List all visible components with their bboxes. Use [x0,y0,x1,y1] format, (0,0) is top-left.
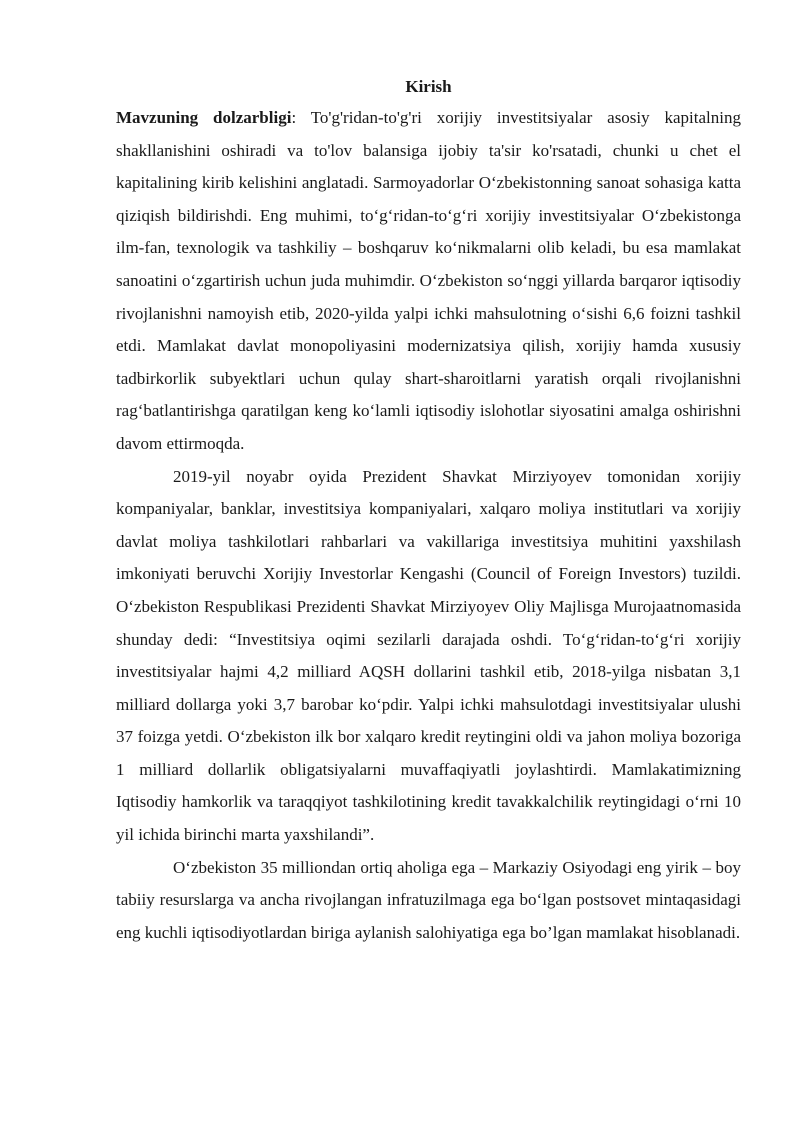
paragraph-1-text: To'g'ridan-to'g'ri xorijiy investitsiyalar asosiy kapitalning shakllanishini oshiradi va to'lov balansiga ijobiy ta'sir ko'rsatadi, chunki u chet el kapitalining kirib kelishini anglatadi. Sarmoyadorlar O‘zbekistonning sanoat sohasiga katta qiziqish bildirishdi. Eng muhimi, to‘g‘ridan-to‘g‘ri xorijiy investitsiyalar O‘zbekistonga ilm-fan, texnologik va tashkiliy – boshqaruv ko‘nikmalarni olib keladi, bu esa mamlakat sanoatini o‘zgartirish uchun juda muhimdir. O‘zbekiston so‘nggi yillarda barqaror iqtisodiy rivojlanishni namoyish etib, 2020-yilda yalpi ichki mahsulotning o‘sishi 6,6 foizni tashkil etdi. Mamlakat davlat monopoliyasini modernizatsiya qilish, xorijiy hamda xususiy tadbirkorlik subyektlari uchun qulay shart-sharoitlarni yaratish orqali rivojlanishni rag‘batlantirishga qaratilgan keng ko‘lamli iqtisodiy islohotlar siyosatini amalga oshirishni davom ettirmoqda. [116,108,741,453]
relevance-heading: Mavzuning dolzarbligi [116,108,292,127]
paragraph-relevance [116,102,741,461]
relevance-colon: : [291,108,297,127]
paragraph-uzbekistan-potential: O‘zbekiston 35 milliondan ortiq aholiga ega – Markaziy Osiyodagi eng yirik – boy tabiiy resurslarga va ancha rivojlangan infratuzilmaga ega bo‘lgan postsovet mintaqasidagi eng kuchli iqtisodiyotlardan biriga aylanish salohiyatiga ega bo’lgan mamlakat hisoblanadi. [116,857,741,942]
document-page [116,74,741,949]
page-title: Kirish [405,77,452,96]
paragraph-investors-council: 2019-yil noyabr oyida Prezident Shavkat Mirziyoyev tomonidan xorijiy kompaniyalar, banklar, investitsiya kompaniyalari, xalqaro moliya institutlari va xorijiy davlat moliya tashkilotlari rahbarlari va vakillariga investitsiya muhitini yaxshilash imkoniyati beruvchi Xorijiy Investorlar Kengashi (Council of Foreign Investors) tuzildi. O‘zbekiston Respublikasi Prezidenti Shavkat Mirziyoyev Oliy Majlisga Murojaatnomasida shunday dedi: “Investitsiya oqimi sezilarli darajada oshdi. To‘g‘ridan-to‘g‘ri xorijiy investitsiyalar hajmi 4,2 milliard AQSH dollarini tashkil etib, 2018-yilga nisbatan 3,1 milliard dollarga yoki 3,7 barobar ko‘pdir. Yalpi ichki mahsulotdagi investitsiyalar ulushi 37 foizga yetdi. O‘zbekiston ilk bor xalqaro kredit reytingini oldi va jahon moliya bozoriga 1 milliard dollarlik obligatsiyalarni muvaffaqiyatli joylashtirdi. Mamlakatimizning Iqtisodiy hamkorlik va taraqqiyot tashkilotining kredit tavakkalchilik reytingidagi o‘rni 10 yil ichida birinchi marta yaxshilandi”. [116,466,741,845]
